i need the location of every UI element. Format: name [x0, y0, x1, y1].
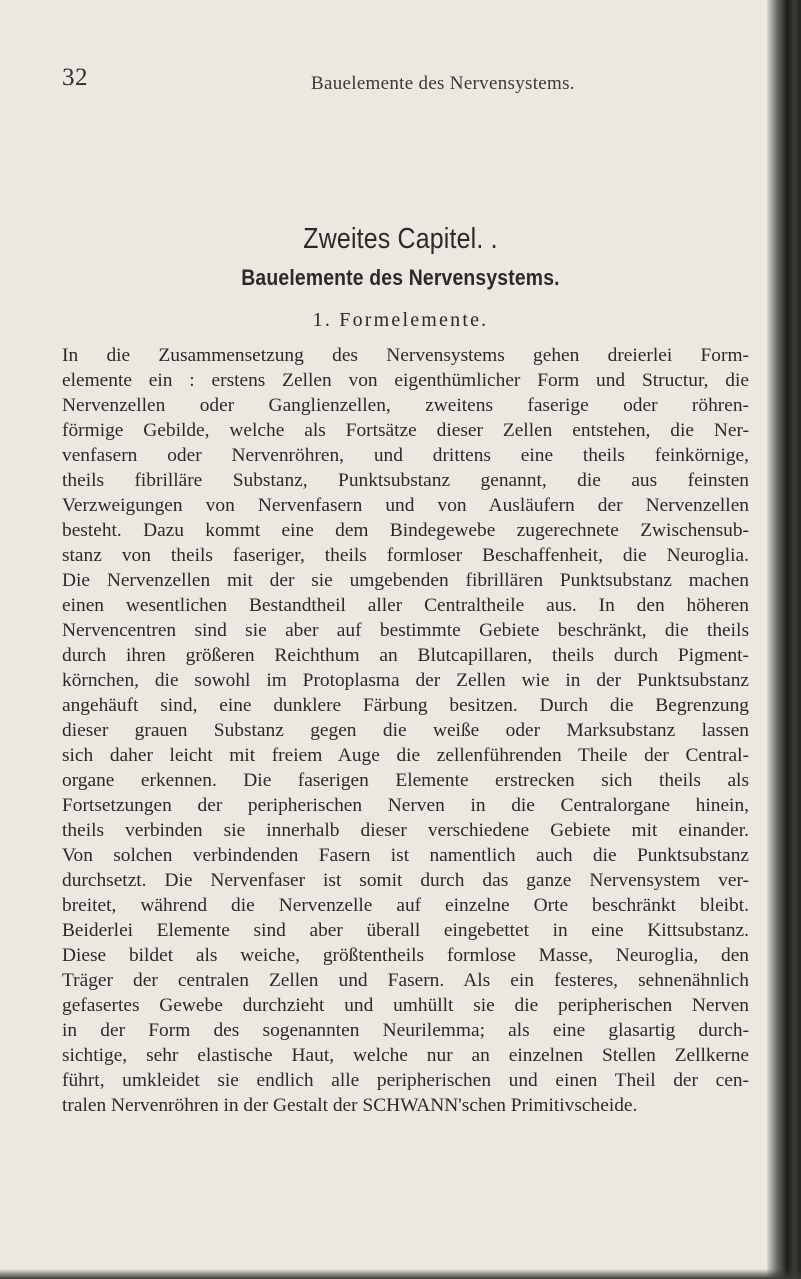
text-line: Nervenzellen oder Ganglienzellen, zweitens faserige oder röhren- [62, 395, 749, 416]
text-line: besteht. Dazu kommt eine dem Bindegewebe zugerechnete Zwischensub- [62, 520, 749, 541]
text-line: dieser grauen Substanz gegen die weiße oder Marksubstanz lassen [62, 720, 749, 741]
text-line: In die Zusammensetzung des Nervensystems gehen dreierlei Form- [62, 345, 749, 366]
text-line: Fortsetzungen der peripherischen Nerven in die Centralorgane hinein, [62, 795, 749, 816]
text-line: Beiderlei Elemente sind aber überall eingebettet in eine Kittsubstanz. [62, 920, 749, 941]
text-line: stanz von theils faseriger, theils formloser Beschaffenheit, die Neuroglia. [62, 545, 749, 566]
chapter-subtitle: Bauelemente des Nervensystems. [241, 265, 560, 290]
body-paragraph [62, 343, 749, 1118]
text-line: venfasern oder Nervenröhren, und drittens eine theils feinkörnige, [62, 445, 749, 466]
book-edge-shadow [767, 0, 801, 1279]
text-line: elemente ein : erstens Zellen von eigenthümlicher Form und Structur, die [62, 370, 749, 391]
text-line: Diese bildet als weiche, größtentheils formlose Masse, Neuroglia, den [62, 945, 749, 966]
page-bottom-shadow [0, 1269, 801, 1279]
text-line: sich daher leicht mit freiem Auge die zellenführenden Theile der Central- [62, 745, 749, 766]
text-line: organe erkennen. Die faserigen Elemente erstrecken sich theils als [62, 770, 749, 791]
page-number: 32 [62, 64, 88, 91]
text-line: führt, umkleidet sie endlich alle peripherischen und einen Theil der cen- [62, 1070, 749, 1091]
text-line: Die Nervenzellen mit der sie umgebenden fibrillären Punktsubstanz machen [62, 570, 749, 591]
section-heading: 1. Formelemente. [312, 309, 489, 331]
text-line: durchsetzt. Die Nervenfaser ist somit durch das ganze Nervensystem ver- [62, 870, 749, 891]
text-line: Verzweigungen von Nervenfasern und von Ausläufern der Nervenzellen [62, 495, 749, 516]
text-line: theils verbinden sie innerhalb dieser verschiedene Gebiete mit einander. [62, 820, 749, 841]
text-line: durch ihren größeren Reichthum an Blutcapillaren, theils durch Pigment- [62, 645, 749, 666]
text-line: Nervencentren sind sie aber auf bestimmte Gebiete beschränkt, die theils [62, 620, 749, 641]
text-line: breitet, während die Nervenzelle auf einzelne Orte beschränkt bleibt. [62, 895, 749, 916]
text-line: angehäuft sind, eine dunklere Färbung besitzen. Durch die Begrenzung [62, 695, 749, 716]
text-line: gefasertes Gewebe durchzieht und umhüllt sie die peripherischen Nerven [62, 995, 749, 1016]
running-head: Bauelemente des Nervensystems. [311, 73, 575, 94]
text-line: Träger der centralen Zellen und Fasern. Als ein festeres, sehnenähnlich [62, 970, 749, 991]
text-line: sichtige, sehr elastische Haut, welche nur an einzelnen Stellen Zellkerne [62, 1045, 749, 1066]
text-line: Von solchen verbindenden Fasern ist namentlich auch die Punktsubstanz [62, 845, 749, 866]
text-line: theils fibrilläre Substanz, Punktsubstanz genannt, die aus feinsten [62, 470, 749, 491]
text-line: einen wesentlichen Bestandtheil aller Centraltheile aus. In den höheren [62, 595, 749, 616]
text-line: tralen Nervenröhren in der Gestalt der SCHWANN'schen Primitivscheide. [62, 1095, 638, 1116]
text-line: in der Form des sogenannten Neurilemma; als eine glasartig durch- [62, 1020, 749, 1041]
chapter-title: Zweites Capitel. . [303, 223, 498, 255]
text-line: förmige Gebilde, welche als Fortsätze dieser Zellen entstehen, die Ner- [62, 420, 749, 441]
text-line: körnchen, die sowohl im Protoplasma der Zellen wie in der Punktsubstanz [62, 670, 749, 691]
